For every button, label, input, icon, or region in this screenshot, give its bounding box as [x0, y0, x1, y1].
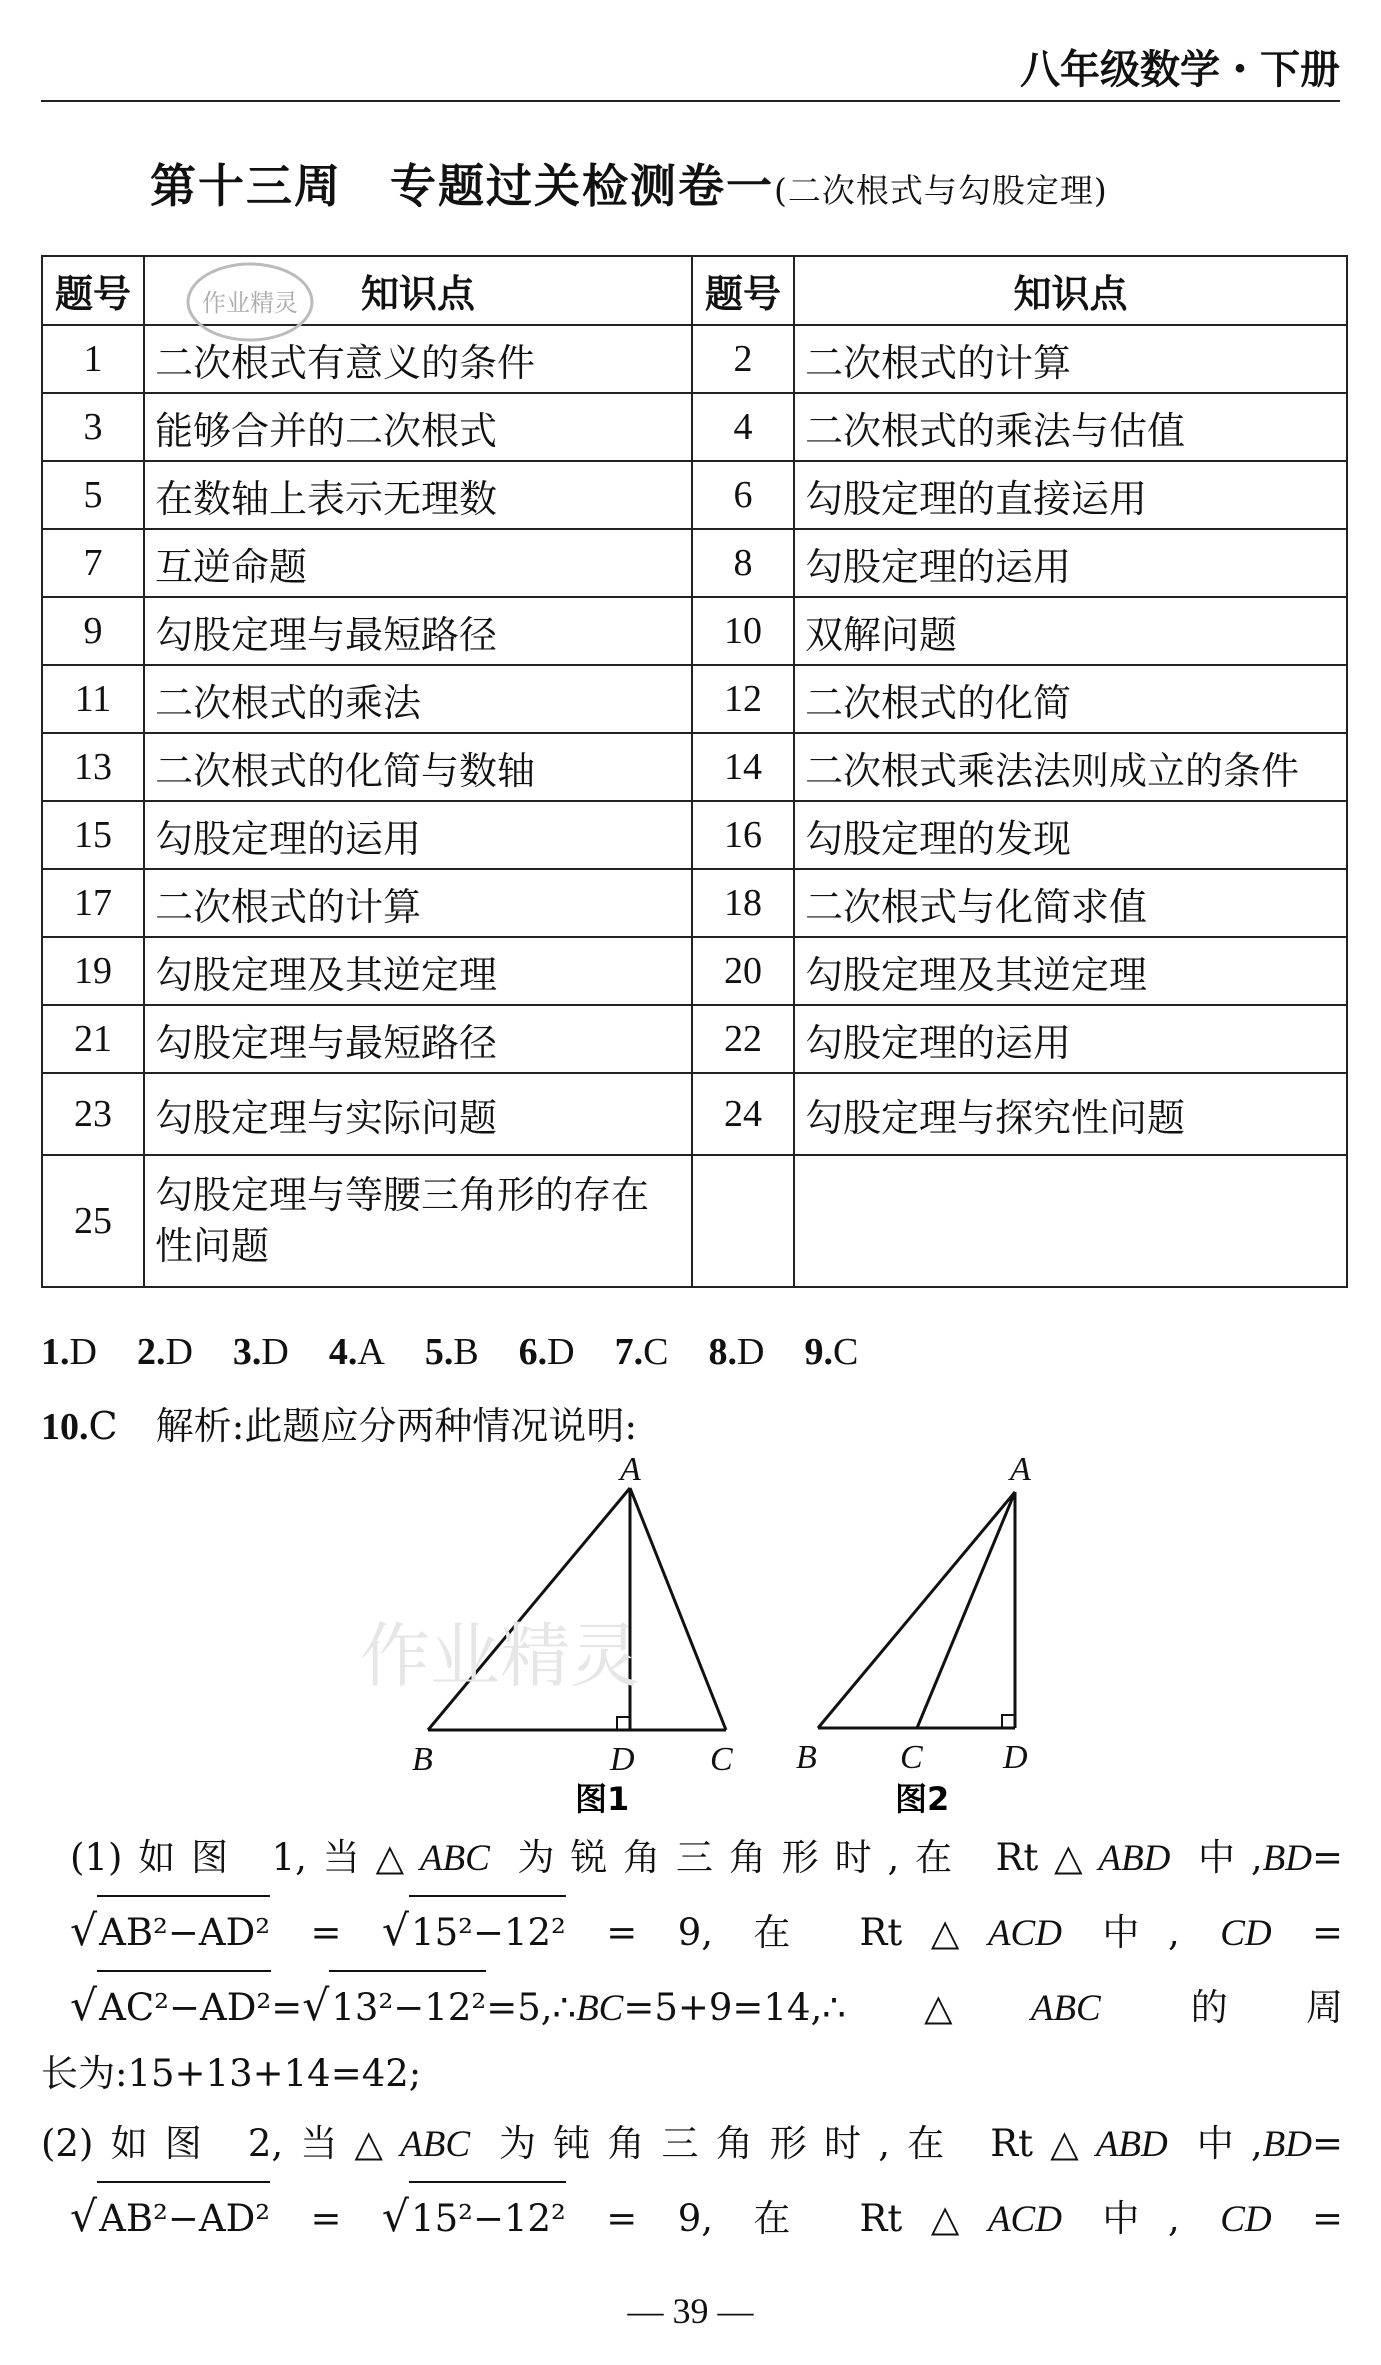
question-number-cell: 25 — [42, 1155, 144, 1287]
fig2-label-B: B — [796, 1739, 817, 1776]
question-number-cell: 4 — [692, 393, 794, 461]
fig1-label-D: D — [610, 1741, 635, 1778]
topic-cell: 勾股定理的直接运用 — [794, 461, 1347, 529]
question-number-cell: 18 — [692, 869, 794, 937]
figure-2 — [818, 1492, 1015, 1728]
radical-5: AB²−AD² — [97, 2181, 270, 2255]
topic-cell: 勾股定理与实际问题 — [144, 1073, 692, 1155]
solution-case-2: (2)如图 2,当△ABC 为钝角三角形时,在 Rt△ABD 中,BD= √AB²−AD² = √15²−12² = 9, 在 Rt△ACD 中, CD = — [41, 2108, 1343, 2256]
topic-cell: 二次根式的化简 — [794, 665, 1347, 733]
question-number-cell: 10 — [692, 597, 794, 665]
topic-cell: 勾股定理的运用 — [794, 529, 1347, 597]
radical-6: 15²−12² — [409, 2181, 566, 2255]
topic-cell: 勾股定理与最短路径 — [144, 1005, 692, 1073]
topic-cell: 勾股定理与探究性问题 — [794, 1073, 1347, 1155]
question-number-cell: 24 — [692, 1073, 794, 1155]
topic-cell: 二次根式的化简与数轴 — [144, 733, 692, 801]
fig2-label-D: D — [1003, 1739, 1028, 1776]
page-title — [150, 150, 1108, 216]
book-label: 八年级数学・下册 — [1020, 47, 1340, 93]
answer-item: 3.D — [232, 1331, 289, 1373]
question-number-cell: 16 — [692, 801, 794, 869]
question-number-cell: 21 — [42, 1005, 144, 1073]
topic-cell: 二次根式的计算 — [794, 325, 1347, 393]
stamp-text: 作业精灵 — [202, 289, 298, 317]
answer-item: 8.D — [708, 1331, 765, 1373]
col-header-topic: 知识点 — [144, 256, 692, 325]
question-number-cell: 11 — [42, 665, 144, 733]
topic-cell: 勾股定理的运用 — [794, 1005, 1347, 1073]
question-number-cell: 3 — [42, 393, 144, 461]
answer-item: 4.A — [328, 1331, 385, 1373]
question-number-cell: 6 — [692, 461, 794, 529]
fig2-label-C: C — [900, 1739, 923, 1776]
topic-cell: 二次根式的计算 — [144, 869, 692, 937]
table-row — [42, 597, 1347, 665]
knowledge-table — [41, 255, 1348, 1288]
triangle-figures — [360, 1450, 1100, 1820]
answer-item: 5.B — [424, 1331, 479, 1373]
question-number-cell: 20 — [692, 937, 794, 1005]
question-number-cell: 8 — [692, 529, 794, 597]
answer-item: 6.D — [518, 1331, 575, 1373]
table-row — [42, 801, 1347, 869]
answer-list — [41, 1330, 898, 1374]
table-row — [42, 529, 1347, 597]
fig1-label-C: C — [710, 1741, 733, 1778]
topic-cell: 在数轴上表示无理数 — [144, 461, 692, 529]
topic-cell: 互逆命题 — [144, 529, 692, 597]
fig2-label-A: A — [1010, 1451, 1031, 1488]
page-header — [41, 20, 1340, 102]
question-number-cell: 1 — [42, 325, 144, 393]
answer-item: 1.D — [41, 1331, 97, 1373]
table-row — [42, 461, 1347, 529]
topic-cell: 二次根式乘法法则成立的条件 — [794, 733, 1347, 801]
radical-3: AC²−AD² — [97, 1970, 271, 2044]
topic-cell: 二次根式的乘法 — [144, 665, 692, 733]
topic-cell: 勾股定理及其逆定理 — [794, 937, 1347, 1005]
question-number-cell: 19 — [42, 937, 144, 1005]
question-number-cell: 5 — [42, 461, 144, 529]
fig1-label-B: B — [412, 1741, 433, 1778]
table-row — [42, 665, 1347, 733]
q10-number: 10. — [41, 1406, 89, 1448]
watermark: 作业精灵 — [360, 1615, 640, 1697]
table-row — [42, 1005, 1347, 1073]
table-row — [42, 1155, 1347, 1287]
table-row — [42, 733, 1347, 801]
col-header-number: 题号 — [42, 256, 144, 325]
question-number-cell: 15 — [42, 801, 144, 869]
answer-item: 7.C — [614, 1331, 669, 1373]
question-number-cell: 9 — [42, 597, 144, 665]
question-number-cell: 12 — [692, 665, 794, 733]
fig2-caption: 图2 — [895, 1780, 950, 1818]
answer-item: 2.D — [136, 1331, 193, 1373]
stamp-logo — [180, 255, 320, 350]
topic-cell: 勾股定理的发现 — [794, 801, 1347, 869]
topic-cell: 二次根式有意义的条件 — [144, 325, 692, 393]
page-number: — 39 — — [627, 2291, 754, 2331]
topic-cell: 勾股定理与最短路径 — [144, 597, 692, 665]
question-number-cell: 22 — [692, 1005, 794, 1073]
title-sub: (二次根式与勾股定理) — [774, 171, 1108, 210]
question-10 — [41, 1395, 637, 1450]
solution-case-1: (1)如图 1,当△ABC 为锐角三角形时,在 Rt△ABD 中,BD= √AB²−AD² = √15²−12² = 9, 在 Rt△ACD 中, CD = √AC²−AD²=√13²−12²=5,∴BC=5+9=14,∴△ABC 的周 — [70, 1822, 1343, 2045]
radical-4: 13²−12² — [329, 1970, 486, 2044]
question-number-cell: 13 — [42, 733, 144, 801]
topic-cell: 能够合并的二次根式 — [144, 393, 692, 461]
answer-item: 9.C — [804, 1331, 859, 1373]
table-row — [42, 869, 1347, 937]
question-number-cell: 17 — [42, 869, 144, 937]
solution-case-1-end: 长为:15+13+14=42; — [41, 2052, 422, 2095]
topic-cell: 勾股定理与等腰三角形的存在性问题 — [144, 1155, 692, 1287]
question-number-cell: 2 — [692, 325, 794, 393]
radical-2: 15²−12² — [409, 1895, 566, 1969]
fig1-caption: 图1 — [575, 1780, 630, 1818]
col-header-topic: 知识点 — [794, 256, 1347, 325]
question-number-cell: 7 — [42, 529, 144, 597]
col-header-number: 题号 — [692, 256, 794, 325]
topic-cell: 勾股定理的运用 — [144, 801, 692, 869]
topic-cell: 勾股定理及其逆定理 — [144, 937, 692, 1005]
table-row — [42, 937, 1347, 1005]
topic-cell — [794, 1155, 1347, 1287]
radical-1: AB²−AD² — [97, 1895, 270, 1969]
question-number-cell — [692, 1155, 794, 1287]
q10-answer: C — [88, 1404, 118, 1448]
q10-analysis: 解析:此题应分两种情况说明: — [155, 1404, 638, 1448]
fig1-label-A: A — [620, 1451, 641, 1488]
topic-cell: 二次根式的乘法与估值 — [794, 393, 1347, 461]
topic-cell: 双解问题 — [794, 597, 1347, 665]
title-main: 第十三周 专题过关检测卷一 — [150, 159, 774, 213]
table-row — [42, 393, 1347, 461]
table-row — [42, 1073, 1347, 1155]
topic-cell: 二次根式与化简求值 — [794, 869, 1347, 937]
question-number-cell: 23 — [42, 1073, 144, 1155]
question-number-cell: 14 — [692, 733, 794, 801]
